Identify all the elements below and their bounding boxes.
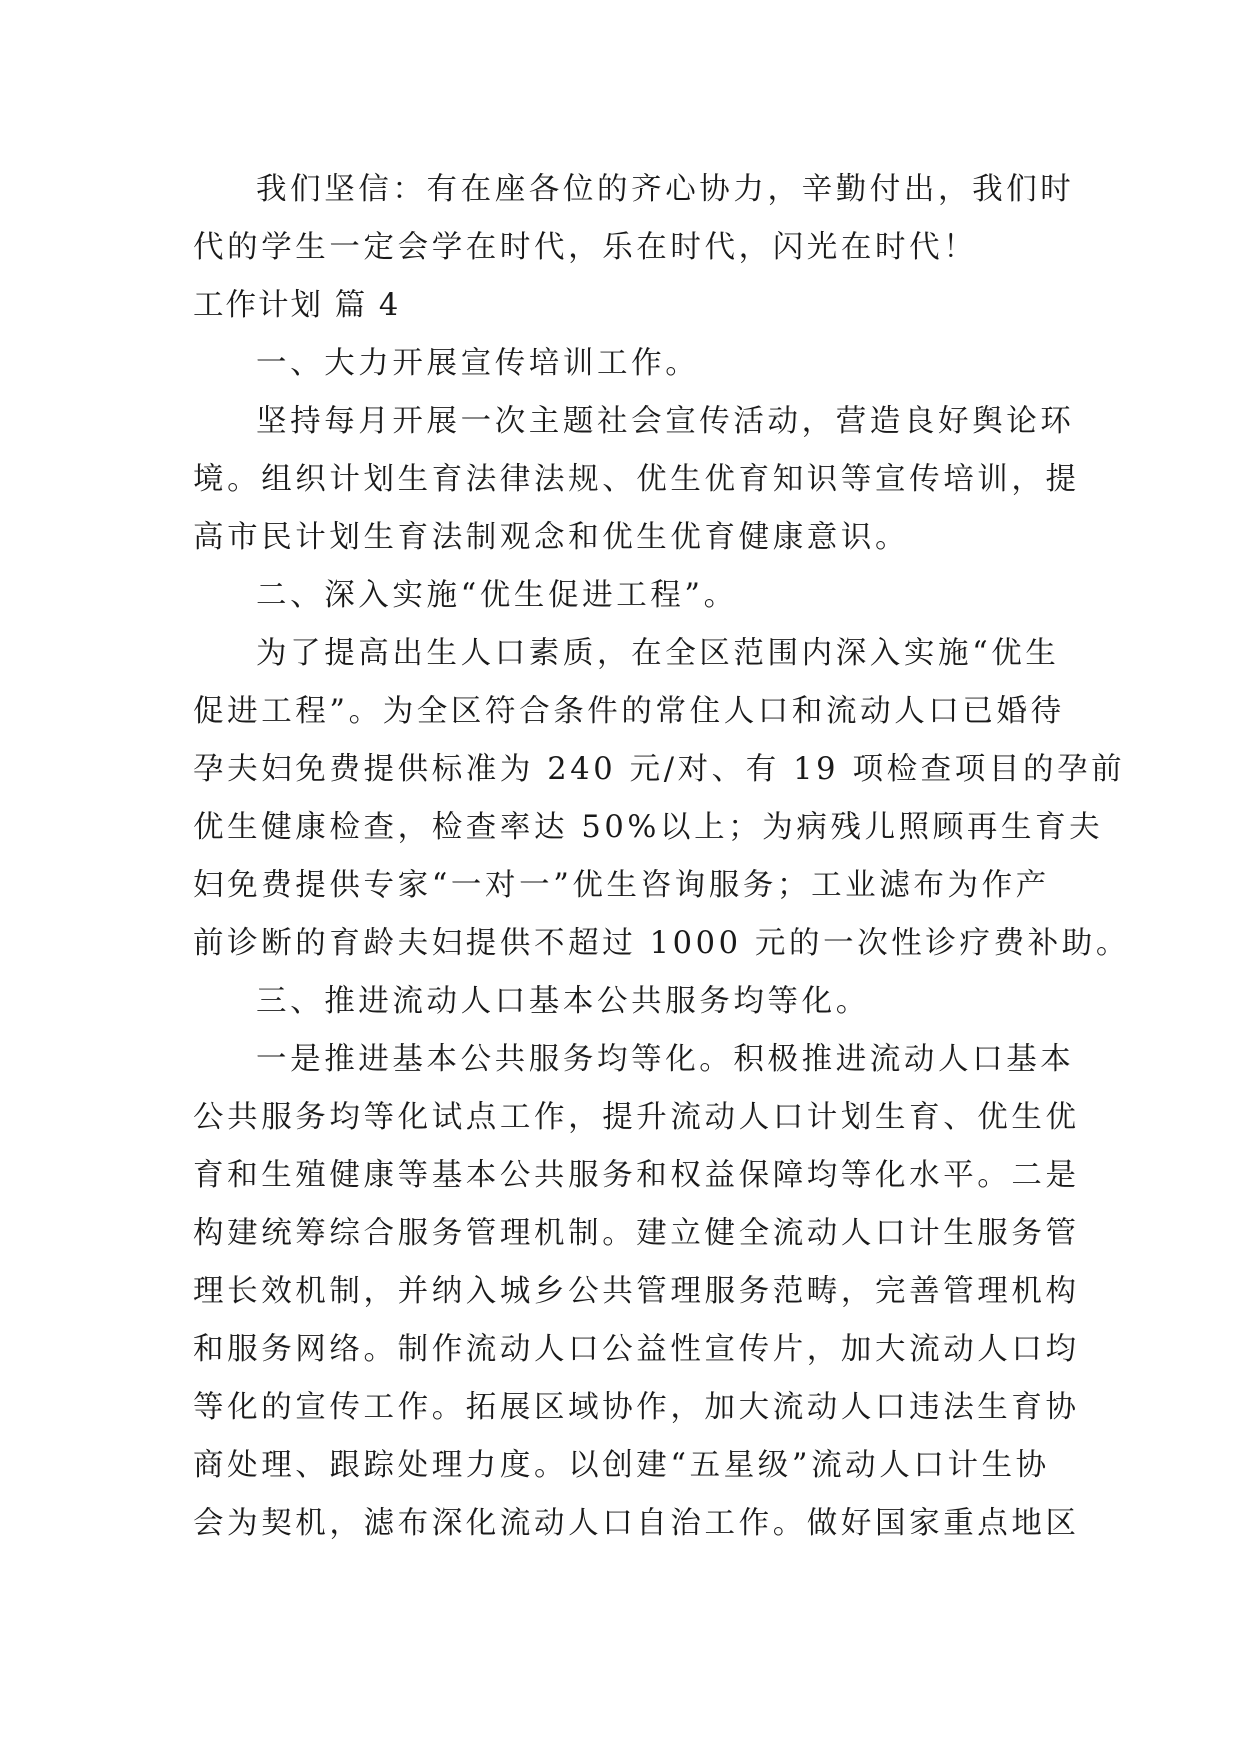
paragraph-line: 一是推进基本公共服务均等化。积极推进流动人口基本 [256,1042,1075,1077]
paragraph-line: 会为契机，滤布深化流动人口自治工作。做好国家重点地区 [193,1506,1080,1541]
paragraph-line: 我们坚信：有在座各位的齐心协力，辛勤付出，我们时 [256,172,1075,207]
section-heading: 三、推进流动人口基本公共服务均等化。 [256,984,870,1019]
section-heading: 二、深入实施“优生促进工程”。 [256,578,738,613]
paragraph-line: 代的学生一定会学在时代，乐在时代，闪光在时代！ [193,230,978,265]
paragraph-line: 坚持每月开展一次主题社会宣传活动，营造良好舆论环 [256,404,1075,439]
paragraph-line: 等化的宣传工作。拓展区域协作，加大流动人口违法生育协 [193,1390,1080,1425]
paragraph-line: 高市民计划生育法制观念和优生优育健康意识。 [193,520,910,555]
paragraph-line: 商处理、跟踪处理力度。以创建“五星级”流动人口计生协 [193,1448,1050,1483]
paragraph-line: 理长效机制，并纳入城乡公共管理服务范畴，完善管理机构 [193,1274,1080,1309]
paragraph-line: 孕夫妇免费提供标准为 240 元/对、有 19 项检查项目的孕前 [193,752,1126,787]
paragraph-line: 前诊断的育龄夫妇提供不超过 1000 元的一次性诊疗费补助。 [193,926,1131,961]
paragraph-line: 构建统筹综合服务管理机制。建立健全流动人口计生服务管 [193,1216,1080,1251]
paragraph-line: 和服务网络。制作流动人口公益性宣传片，加大流动人口均 [193,1332,1080,1367]
section-heading: 一、大力开展宣传培训工作。 [256,346,700,381]
paragraph-line: 育和生殖健康等基本公共服务和权益保障均等化水平。二是 [193,1158,1080,1193]
paragraph-line: 优生健康检查，检查率达 50%以上；为病残儿照顾再生育夫 [193,810,1104,845]
paragraph-line: 妇免费提供专家“一对一”优生咨询服务；工业滤布为作产 [193,868,1050,903]
paragraph-line: 为了提高出生人口素质，在全区范围内深入实施“优生 [256,636,1060,671]
paragraph-line: 公共服务均等化试点工作，提升流动人口计划生育、优生优 [193,1100,1080,1135]
paragraph-line: 境。组织计划生育法律法规、优生优育知识等宣传培训，提 [193,462,1080,497]
paragraph-line: 促进工程”。为全区符合条件的常住人口和流动人口已婚待 [193,694,1065,729]
section-title: 工作计划 篇 4 [193,288,401,323]
